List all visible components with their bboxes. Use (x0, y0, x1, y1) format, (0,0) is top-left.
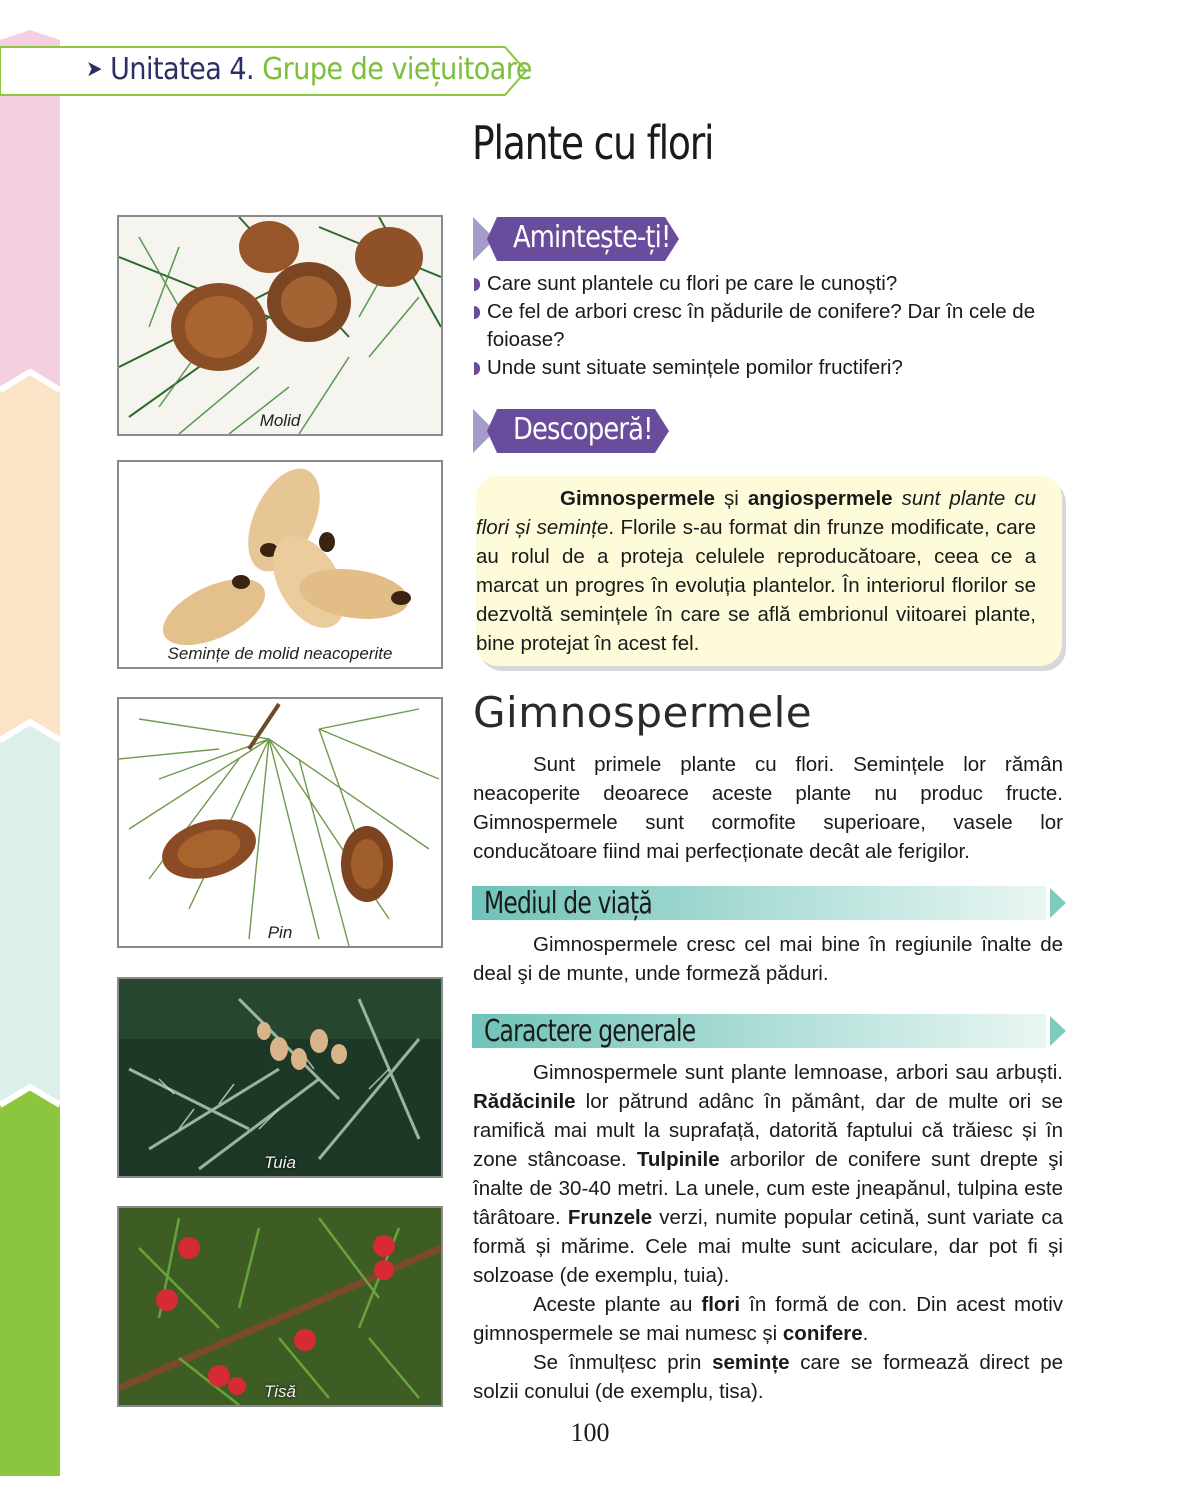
term-gimnospermele: Gimnospermele (560, 487, 715, 510)
page-number: 100 (570, 1418, 610, 1447)
term-frunzele: Frunzele (567, 1206, 653, 1229)
photo-caption: Tisă (264, 1382, 296, 1401)
term-tulpinile: Tulpinile (636, 1148, 720, 1171)
photo-tuia (117, 977, 443, 1178)
remember-questions (472, 270, 1072, 382)
term-flori: flori (701, 1293, 741, 1316)
remember-tag (473, 217, 683, 261)
term-angiospermele: angiospermele (747, 487, 893, 510)
photo-caption: Pin (267, 923, 293, 942)
general-paragraph-2 (473, 1290, 1063, 1348)
list-item: Ce fel de arbori cresc în pădurile de conifere? Dar în cele de foioase? (472, 298, 1072, 354)
discover-tag (473, 409, 673, 453)
intro-paragraph (473, 750, 1063, 866)
general-paragraph-1 (473, 1058, 1063, 1290)
general-text: lor pătrund adânc în pământ, dar de multe ori se ramifică mai mult la suprafață, datorită faptului că trăiesc și în zone stâncoase. (473, 1090, 1063, 1171)
discover-label: Descoperă! (513, 412, 653, 447)
remember-label: Amintește-ți! (513, 220, 671, 255)
photo-caption: Semințe de molid neacoperite (167, 644, 393, 663)
unit-banner (0, 46, 532, 96)
general-paragraph-3 (473, 1348, 1063, 1406)
general-heading: Caractere generale (484, 1014, 696, 1049)
intro-text: Sunt primele plante cu flori. Semințele lor rămân neacoperite deoarece aceste plante nu produc fructe. Gimnospermele sunt cormofite superioare, vasele lor conducătoare fiind mai perfecționate decât ale ferigilor. (473, 753, 1063, 863)
list-item: Unde sunt situate semințele pomilor fructiferi? (472, 354, 1072, 382)
photo-molid (117, 215, 443, 436)
italic-definition: sunt plante cu flori și semințe (476, 487, 1036, 539)
term-seminte: semințe (712, 1351, 790, 1374)
discover-box (476, 476, 1062, 666)
term-radacinile: Rădăcinile (473, 1090, 576, 1113)
photo-caption: Molid (259, 411, 301, 430)
general-text: arborilor de conifere sunt drepte şi înalte de 30-40 metri. La unele, cum este jneapănul, tulpina este târâtoare. (473, 1148, 1063, 1229)
arrow-right-icon: ➤ (86, 57, 103, 82)
habitat-text: Gimnospermele cresc cel mai bine în regiunile înalte de deal şi de munte, unde formeză păduri. (473, 933, 1063, 985)
general-text: Se înmulțesc prin (533, 1351, 713, 1374)
habitat-paragraph (473, 930, 1063, 988)
general-heading-bar (472, 1012, 1068, 1050)
list-item: Care sunt plantele cu flori pe care le cunoști? (472, 270, 1072, 298)
general-text: în formă de con. Din acest motiv gimnospermele se mai numesc și (473, 1293, 1064, 1345)
general-text: care se formează direct pe solzii conului (de exemplu, tisa). (473, 1351, 1063, 1403)
unit-name: Grupe de viețuitoare (262, 52, 532, 87)
photo-tisa (117, 1206, 443, 1407)
photo-seeds (117, 460, 443, 669)
general-text: Gimnospermele sunt plante lemnoase, arbori sau arbuști. (533, 1061, 1063, 1084)
photo-caption: Tuia (264, 1153, 296, 1172)
general-text: Aceste plante au (533, 1293, 702, 1316)
photo-pin (117, 697, 443, 948)
term-conifere: conifere (782, 1322, 863, 1345)
general-text: . (862, 1322, 869, 1345)
discover-text: . Florile s-au format din frunze modificate, care au rolul de a proteja celulele reproducătoare, ceea ce a marcat un progres în evoluția plantelor. În interiorul florilor se dezvoltă semințele în care se află embrionul viitoarei plante, bine protejat în acest fel. (476, 516, 1036, 655)
habitat-heading: Mediul de viață (484, 886, 652, 921)
side-color-strip (0, 0, 60, 1506)
unit-number: Unitatea 4. (110, 52, 255, 87)
section-title: Gimnospermele (473, 688, 813, 737)
page-title: Plante cu flori (472, 116, 714, 170)
habitat-heading-bar (472, 884, 1068, 922)
text-and: și (714, 487, 748, 510)
general-text: verzi, numite popular cetină, sunt variate ca formă și mărime. Cele mai multe sunt aciculare, dar pot fi și solzoase (de exemplu, tuia). (473, 1206, 1063, 1287)
